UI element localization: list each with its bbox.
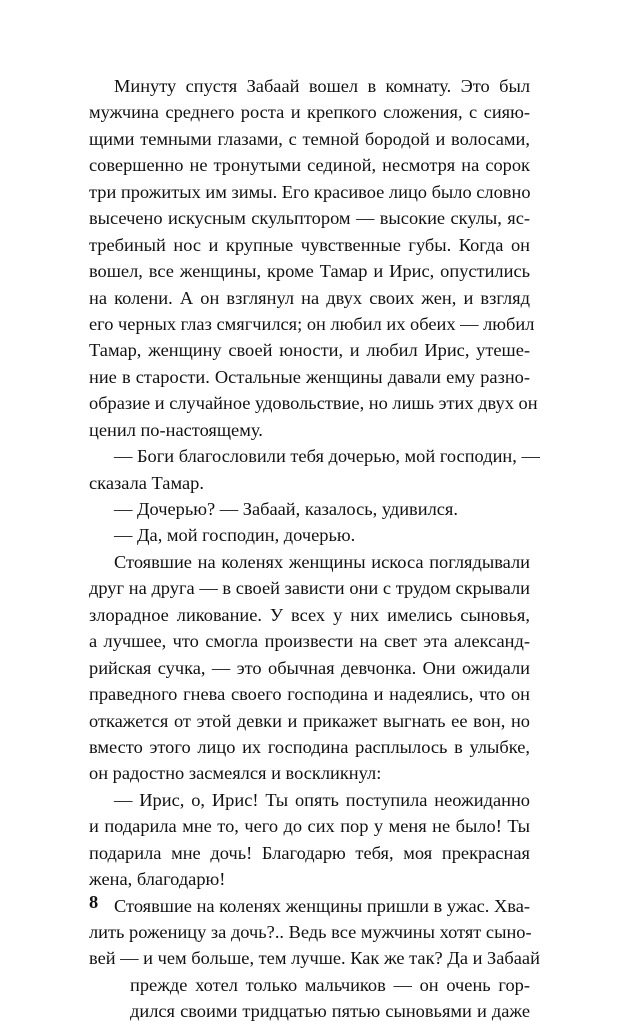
text-line: вошел, все женщины, кроме Тамар и Ирис, опустились [89,261,530,282]
text-line: прежде хотел только мальчиков — он очень гор- [130,974,530,995]
text-line: он радостно засмеялся и воскликнул: [89,763,382,784]
text-line: злорадное ликование. У всех у них имелись сыновья, [89,604,530,625]
body-text [89,73,540,1025]
text-line: совершенно не тронутыми сединой, несмотря на сорок [89,155,530,176]
text-line: Минуту спустя Забаай вошел в комнату. Это был [114,76,530,96]
text-line: праведного гнева своего господина и надеялись, что он [89,684,530,705]
text-line: три прожитых им зимы. Его красивое лицо было словно [89,181,531,202]
text-line: друг на друга — в своей зависти они с трудом скрывали [89,578,530,599]
text-line: Стоявшие на коленях женщины искоса поглядывали [114,551,530,572]
text-line: — Боги благословили тебя дочерью, мой господин, — [114,446,540,467]
text-line: а лучшее, что смогла произвести на свет эта александ- [89,631,530,652]
page-number: 8 [89,892,99,912]
text-line: и подарила мне то, чего до сих пор у меня не было! Ты [89,816,530,837]
text-line: мужчина среднего роста и крепкого сложения, с сияю- [89,102,530,123]
text-line: Тамар, женщину своей юности, и любил Ирис, утеше- [89,340,530,361]
text-line: — Да, мой господин, дочерью. [114,525,356,546]
text-line: дился своими тридцатью пятью сыновьями и даже [130,1001,530,1022]
text-line: Стоявшие на коленях женщины пришли в ужас. Хва- [114,895,530,916]
text-line: высечено искусным скульптором — высокие скулы, яс- [89,208,530,229]
text-line: ценил по-настоящему. [89,419,263,440]
text-line: его черных глаз смягчился; он любил их обеих — любил [89,313,535,334]
text-line: лить роженицу за дочь?.. Ведь все мужчины хотят сыно- [89,922,532,942]
text-line: образие и случайное удовольствие, но лишь этих двух он [89,393,538,414]
text-line: рийская сучка, — это обычная девчонка. Они ожидали [89,657,530,678]
text-line: подарила мне дочь! Благодарю тебя, моя прекрасная [89,842,530,863]
text-line: откажется от этой девки и прикажет выгнать ее вон, но [89,710,530,731]
text-line: — Ирис, о, Ирис! Ты опять поступила неожиданно [114,789,530,810]
text-line: сказала Тамар. [89,472,204,493]
text-line: ние в старости. Остальные женщины давали ему разно- [89,366,530,387]
text-line: на колени. А он взглянул на двух своих жен, и взгляд [89,287,530,308]
text-line: требиный нос и крупные чувственные губы. Когда он [89,234,530,255]
text-line: щими темными глазами, с темной бородой и волосами, [89,128,530,149]
text-line: вместо этого лицо их господина расплылось в улыбке, [89,736,530,757]
text-line: жена, благодарю! [89,869,226,890]
text-line: вей — и чем больше, тем лучше. Как же так? Да и Забаай [89,948,540,969]
text-line: — Дочерью? — Забаай, казалось, удивился. [114,499,458,519]
